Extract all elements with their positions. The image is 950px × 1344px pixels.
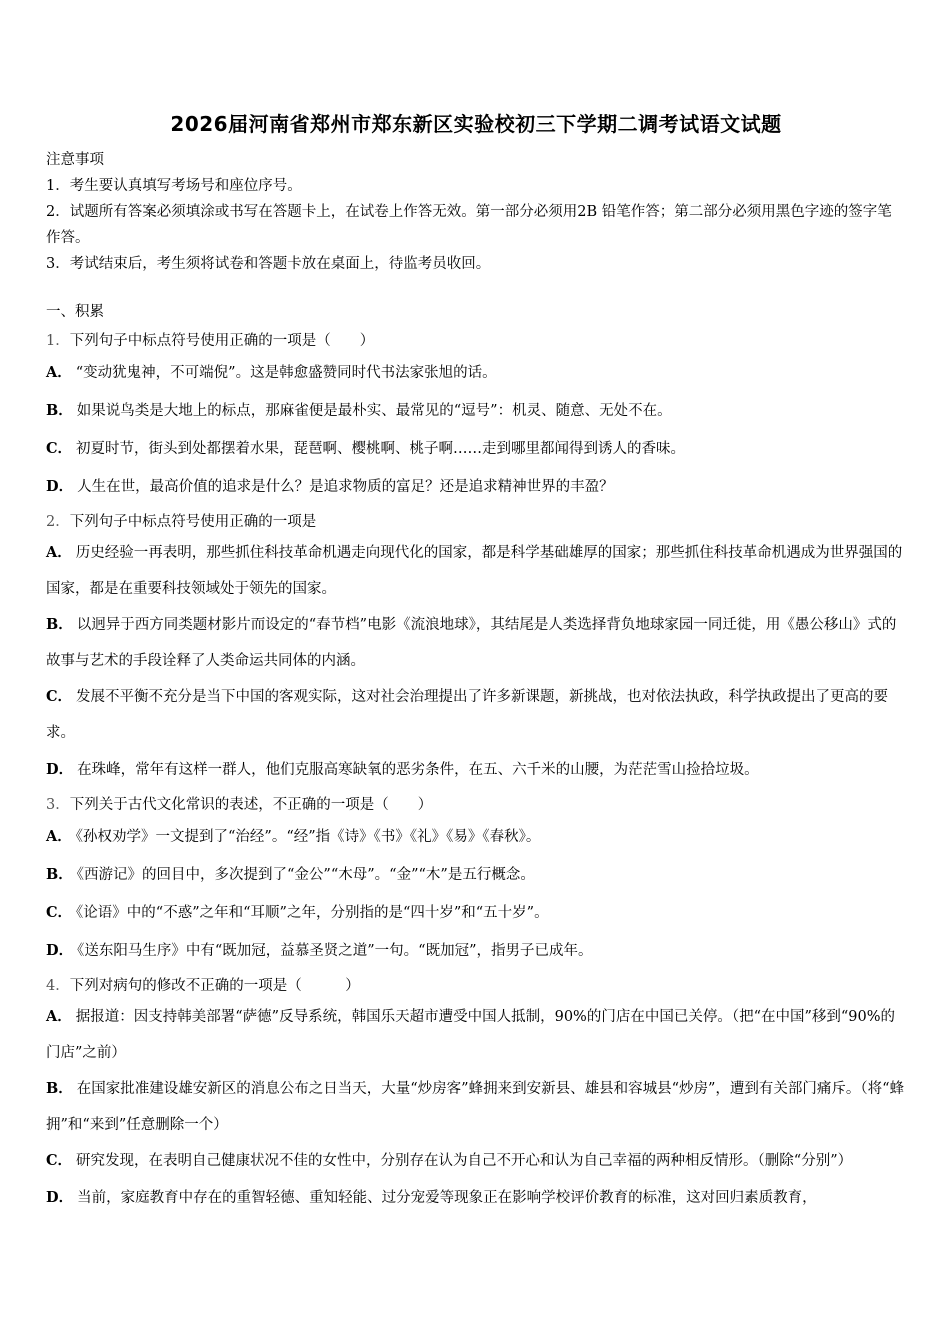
option-text: 《孙权劝学》一文提到了“治经”。“经”指《诗》《书》《礼》《易》《春秋》。 (75, 829, 541, 845)
notice-item: 2．试题所有答案必须填涂或书写在答题卡上，在试卷上作答无效。第一部分必须用2B 铅笔作答；第二部分必须用黑色字迹的签字笔作答。 (46, 204, 892, 246)
question-number: 4． (46, 978, 70, 994)
option-label: C． (46, 904, 73, 921)
section-heading: 一、积累 (46, 304, 104, 320)
option-text: 发展不平衡不充分是当下中国的客观实际，这对社会治理提出了许多新课题，新挑战，也对依法执政，科学执政提出了更高的要求。 (46, 689, 889, 741)
option-text: 以迥异于西方同类题材影片而设定的“春节档”电影《流浪地球》，其结尾是人类选择背负地球家园一同迁徙，用《愚公移山》式的故事与艺术的手段诠释了人类命运共同体的内涵。 (46, 617, 897, 669)
option-text: 在国家批准建设雄安新区的消息公布之日当天，大量“炒房客”蜂拥来到安新县、雄县和容城县“炒房”，遭到有关部门痛斥。（将“蜂拥”和“来到”任意删除一个） (46, 1081, 905, 1133)
answer-option (46, 999, 906, 1071)
option-text: 人生在世，最高价值的追求是什么？是追求物质的富足？还是追求精神世界的丰盈？ (77, 479, 614, 495)
question-text: 下列句子中标点符号使用正确的一项是（ ） (69, 333, 375, 349)
notice-item: 1．考生要认真填写考场号和座位序号。 (46, 178, 302, 194)
question-stem (46, 328, 906, 354)
option-text: 《西游记》的回目中，多次提到了“金公”“木母”。“金”“木”是五行概念。 (76, 867, 535, 883)
option-text: 据报道：因支持韩美部署“萨德”反导系统，韩国乐天超市遭受中国人抵制，90%的门店在中国已关停。（把“在中国”移到“90%的门店”之前） (46, 1009, 896, 1061)
notice-item: 3．考试结束后，考生须将试卷和答题卡放在桌面上，待监考员收回。 (46, 256, 491, 272)
option-label: A． (46, 828, 72, 845)
question-number: 3． (46, 797, 70, 813)
answer-option (46, 679, 906, 751)
option-text: 研究发现，在表明自己健康状况不佳的女性中，分别存在认为自己不开心和认为自己幸福的两种相反情形。（删除“分别”） (76, 1153, 853, 1169)
question-stem (46, 509, 906, 535)
answer-option (46, 468, 906, 506)
answer-option (46, 535, 906, 607)
option-label: A． (46, 1008, 72, 1025)
option-text: 在珠峰，常年有这样一群人，他们克服高寒缺氧的恶劣条件，在五、六千米的山腰，为茫茫雪山捡拾垃圾。 (77, 762, 759, 778)
answer-option (46, 894, 906, 932)
question-text: 下列关于古代文化常识的表述，不正确的一项是（ ） (69, 797, 433, 813)
option-text: 《论语》中的“不惑”之年和“耳顺”之年，分别指的是“四十岁”和“五十岁”。 (76, 905, 549, 921)
option-text: “变动犹鬼神，不可端倪”。这是韩愈盛赞同时代书法家张旭的话。 (75, 365, 497, 381)
question-text: 下列对病句的修改不正确的一项是（ ） (69, 978, 360, 994)
question-stem (46, 973, 906, 999)
question-number: 2． (46, 514, 70, 530)
option-label: D． (46, 478, 74, 495)
answer-option (46, 1143, 906, 1179)
option-label: A． (46, 364, 72, 381)
answer-option (46, 607, 906, 679)
answer-option (46, 1179, 906, 1217)
option-label: C． (46, 1152, 73, 1169)
option-label: B． (46, 1080, 73, 1097)
option-label: A． (46, 544, 72, 561)
answer-option (46, 354, 906, 392)
option-label: C． (46, 440, 73, 457)
option-text: 《送东阳马生序》中有“既加冠，益慕圣贤之道”一句。“既加冠”，指男子已成年。 (77, 943, 593, 959)
option-label: C． (46, 688, 73, 705)
option-label: D． (46, 1189, 74, 1206)
question-text: 下列句子中标点符号使用正确的一项是 (69, 514, 317, 530)
option-text: 如果说鸟类是大地上的标点，那麻雀便是最朴实、最常见的“逗号”：机灵、随意、无处不在。 (76, 403, 672, 419)
answer-option (46, 818, 906, 856)
answer-option (46, 856, 906, 894)
option-text: 历史经验一再表明，那些抓住科技革命机遇走向现代化的国家，都是科学基础雄厚的国家；那些抓住科技革命机遇成为世界强国的国家，都是在重要科技领域处于领先的国家。 (46, 545, 903, 597)
option-label: B． (46, 402, 73, 419)
answer-option (46, 932, 906, 970)
answer-option (46, 751, 906, 789)
answer-option (46, 430, 906, 468)
option-label: D． (46, 761, 74, 778)
option-text: 当前，家庭教育中存在的重智轻德、重知轻能、过分宠爱等现象正在影响学校评价教育的标准，这对回归素质教育， (77, 1190, 817, 1206)
question-stem (46, 792, 906, 818)
option-text: 初夏时节，街头到处都摆着水果，琵琶啊、樱桃啊、桃子啊……走到哪里都闻得到诱人的香味。 (76, 441, 686, 457)
option-label: B． (46, 866, 73, 883)
option-label: B． (46, 616, 73, 633)
question-number: 1． (46, 333, 70, 349)
option-label: D． (46, 942, 74, 959)
notice-block (46, 147, 906, 277)
answer-option (46, 392, 906, 430)
answer-option (46, 1071, 906, 1143)
page-title: 2026届河南省郑州市郑东新区实验校初三下学期二调考试语文试题 (170, 112, 782, 136)
notice-heading: 注意事项 (46, 152, 104, 168)
